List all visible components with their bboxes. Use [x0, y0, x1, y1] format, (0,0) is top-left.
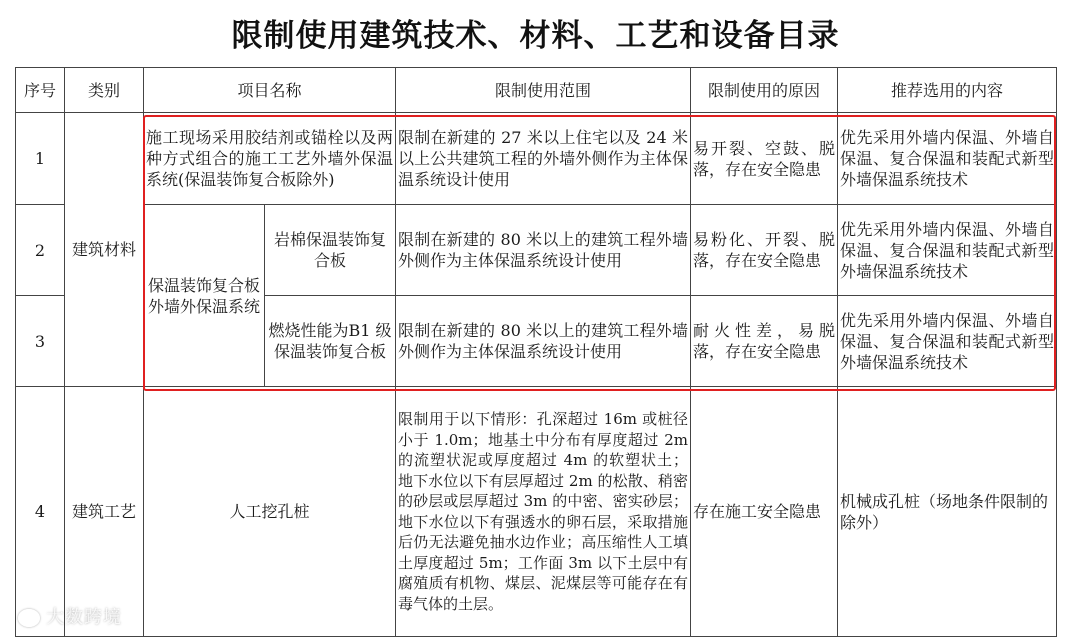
row-recommend: 优先采用外墙内保温、外墙自保温、复合保温和装配式新型外墙保温系统技术: [838, 113, 1057, 205]
page-title: 限制使用建筑技术、材料、工艺和设备目录: [231, 18, 840, 54]
row-reason: 存在施工安全隐患: [691, 387, 838, 637]
row-scope: 限制在新建的 80 米以上的建筑工程外墙外侧作为主体保温系统设计使用: [396, 296, 691, 387]
row-item: 人工挖孔桩: [144, 387, 396, 637]
header-reason: 限制使用的原因: [691, 68, 838, 113]
row-scope: 限制用于以下情形：孔深超过 16m 或桩径小于 1.0m；地基土中分布有厚度超过 2m 的流塑状泥或厚度超过 4m 的软塑状土； 地下水位以下有层厚超过 2m 的松散、稍密的砂层或层厚超过 3m 的中密、密实砂层；地下水位以下有强透水的卵石层，采取措施后仍无法避免抽水边作业；高压缩性人工填土厚度超过 5m；工作面 3m 以下土层中有腐殖质有机物、煤层、泥煤层等可能存在有毒气体的土层。: [396, 387, 691, 637]
watermark-text: 大数跨境: [46, 607, 122, 628]
row-scope: 限制在新建的 27 米以上住宅以及 24 米以上公共建筑工程的外墙外侧作为主体保温系统设计使用: [396, 113, 691, 205]
row-reason: 易粉化、开裂、脱落，存在安全隐患: [691, 205, 838, 296]
row-recommend: 优先采用外墙内保温、外墙自保温、复合保温和装配式新型外墙保温系统技术: [838, 205, 1057, 296]
row-recommend: 机械成孔桩（场地条件限制的除外）: [838, 387, 1057, 637]
row-item-sub: 燃烧性能为B1 级保温装饰复合板: [265, 296, 396, 387]
row-scope: 限制在新建的 80 米以上的建筑工程外墙外侧作为主体保温系统设计使用: [396, 205, 691, 296]
header-category: 类别: [65, 68, 144, 113]
row-seq: 1: [16, 113, 65, 205]
header-scope: 限制使用范围: [396, 68, 691, 113]
header-seq: 序号: [16, 68, 65, 113]
table-row: [16, 205, 1057, 296]
row-reason: 易开裂、空鼓、脱落，存在安全隐患: [691, 113, 838, 205]
item-group-board: 保温装饰复合板外墙外保温系统: [144, 205, 265, 387]
header-row: [16, 68, 1057, 113]
category-materials: 建筑材料: [65, 113, 144, 387]
restriction-table: [15, 67, 1057, 637]
row-seq: 2: [16, 205, 65, 296]
row-reason: 耐火性差，易脱落，存在安全隐患: [691, 296, 838, 387]
watermark-logo-icon: [18, 609, 40, 627]
watermark: [18, 603, 122, 629]
header-item: 项目名称: [144, 68, 396, 113]
header-recommend: 推荐选用的内容: [838, 68, 1057, 113]
category-process: 建筑工艺: [65, 387, 144, 637]
row-recommend: 优先采用外墙内保温、外墙自保温、复合保温和装配式新型外墙保温系统技术: [838, 296, 1057, 387]
row-item: 施工现场采用胶结剂或锚栓以及两种方式组合的施工工艺外墙外保温系统(保温装饰复合板除外): [144, 113, 396, 205]
table-row: [16, 113, 1057, 205]
row-seq: 4: [16, 387, 65, 637]
row-seq: 3: [16, 296, 65, 387]
row-item-sub: 岩棉保温装饰复合板: [265, 205, 396, 296]
table-row: [16, 387, 1057, 637]
